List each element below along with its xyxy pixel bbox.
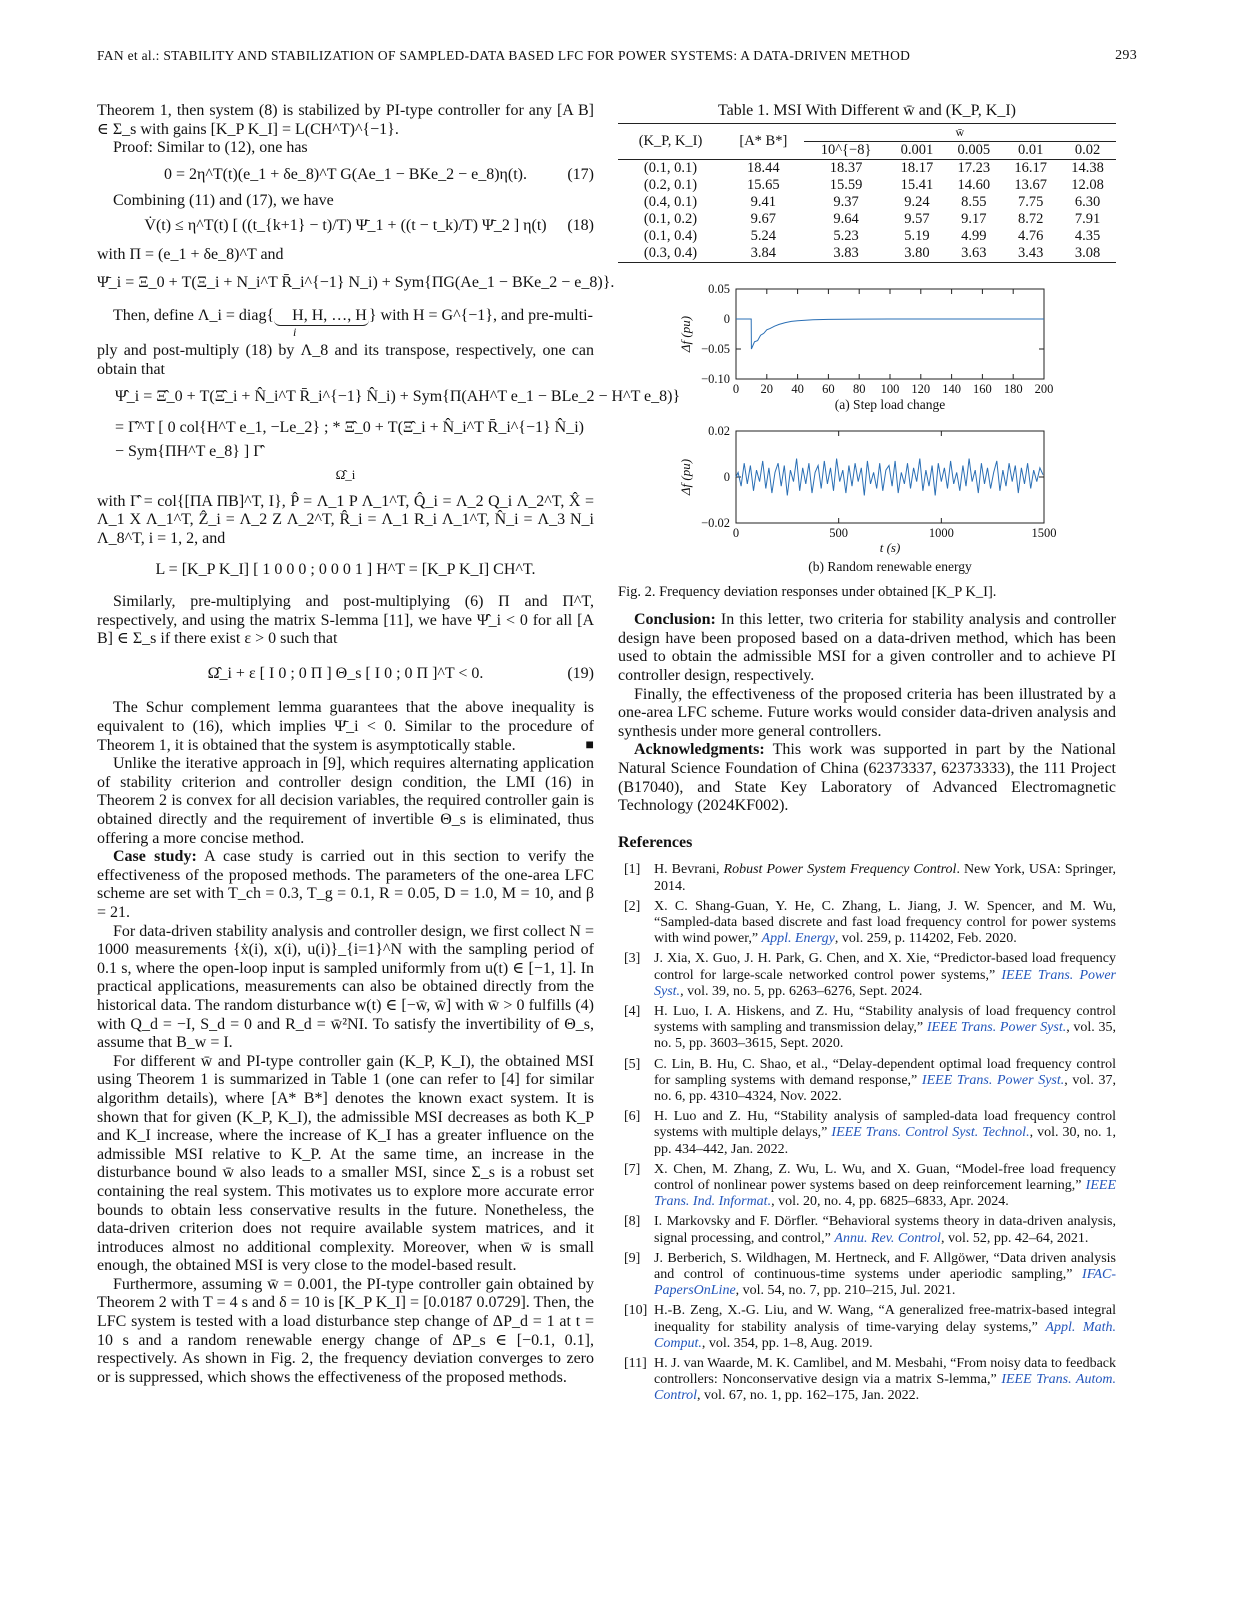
equation-19 — [97, 665, 594, 684]
reference-number: [8] — [624, 1214, 641, 1230]
reference-number: [3] — [624, 951, 641, 967]
msi-table — [618, 123, 1116, 263]
s-lemma-text: Similarly, pre-multiplying and post-multiplying (6) Π and Π^T, respectively, and using the matrix S-lemma [11], we have Ψ̂_i < 0 for all [A B] ∈ Σ_s if there exist ε > 0 such that — [97, 593, 594, 648]
reference-journal[interactable]: IEEE Trans. Autom. Control — [654, 1372, 1116, 1404]
qed-mark: ■ — [585, 737, 594, 753]
table-cell: 4.76 — [1017, 227, 1044, 244]
define-lambda-b: } with H = G^{−1}, and pre-multi- — [368, 306, 593, 324]
table-w-value: 0.02 — [1059, 141, 1116, 159]
table-cell: 3.83 — [804, 245, 889, 263]
reference-item — [618, 1057, 1116, 1106]
equation-psi-hat: Ψ̂_i = Ξ̂_0 + T(Ξ̂_i + N̂_i^T R̄_i^{−1} N̂_i) + Sym{Π(AH^T e_1 − BLe_2 − H^T e_8)} — [115, 387, 681, 405]
right-column — [618, 102, 1116, 1409]
reference-details: , vol. 37, no. 6, pp. 4310–4324, Nov. 2022. — [654, 1072, 1116, 1104]
combining-text: Combining (11) and (17), we have — [113, 192, 334, 210]
reference-item — [618, 899, 1116, 948]
table-body — [618, 159, 1116, 262]
reference-number: [11] — [624, 1356, 647, 1371]
table-cell: 3.08 — [1059, 245, 1116, 263]
equation-psi-bar — [97, 274, 615, 293]
table-cell: 9.37 — [833, 193, 859, 210]
reference-journal[interactable]: IEEE Trans. Power Syst. — [926, 1020, 1067, 1036]
equation-19-body: Ω̂_i + ε [ I 0 ; 0 Π ] Θ_s [ I 0 ; 0 Π ]^T < 0. — [207, 664, 484, 682]
table-cell: 15.41 — [900, 176, 934, 193]
x-axis-label: t (s) — [879, 539, 901, 555]
case-study-head: Case study: — [113, 848, 197, 866]
reference-authors-title: C. Lin, B. Hu, C. Shao, et al., “Delay-dependent optimal load frequency control for sampling systems with demand response,” — [654, 1056, 1116, 1088]
reference-authors-title: X. Chen, M. Zhang, Z. Wu, L. Wu, and X. Guan, “Model-free load frequency control of nonlinear power systems based on deep reinforcement learning,” — [654, 1161, 1116, 1193]
reference-item — [618, 951, 1116, 1000]
chart-title: (b) Random renewable energy — [808, 558, 972, 574]
table-cell: 18.44 — [747, 159, 780, 176]
table-cell: 9.67 — [750, 210, 777, 227]
table-cell: 17.23 — [957, 159, 991, 176]
table-row — [618, 159, 1116, 177]
table-col-kp: (K_P, K_I) — [618, 123, 723, 159]
acknowledgments — [618, 741, 1116, 815]
x-tick-label: 500 — [829, 525, 849, 540]
reference-number: [7] — [624, 1161, 641, 1177]
equation-psi-bar-body: Ψ̄_i = Ξ_0 + T(Ξ_i + N_i^T R̄_i^{−1} N_i) + Sym{ΠG(Ae_1 − BKe_2 − e_8)}. — [97, 274, 615, 292]
table-cell: (0.3, 0.4) — [618, 245, 723, 263]
table-cell: 18.17 — [900, 159, 934, 176]
define-lambda — [97, 307, 594, 327]
y-tick-label: 0.05 — [708, 281, 730, 296]
x-tick-label: 140 — [942, 381, 961, 396]
reference-number: [10] — [624, 1303, 648, 1319]
reference-details: , vol. 52, pp. 42–64, 2021. — [940, 1230, 1089, 1246]
series-line — [736, 458, 1043, 495]
table-w-value: 10^{−8} — [804, 141, 889, 159]
table-cell: 8.72 — [1017, 210, 1044, 227]
table-cell: (0.1, 0.2) — [643, 210, 698, 227]
underbrace-h: H, H, …, H — [274, 307, 369, 327]
table-w-value: 0.005 — [945, 141, 1002, 159]
reference-journal[interactable]: IEEE Trans. Ind. Informat. — [654, 1177, 1116, 1210]
reference-details: , vol. 30, no. 1, pp. 434–442, Jan. 2022. — [654, 1125, 1116, 1157]
reference-item — [618, 1251, 1116, 1300]
x-tick-label: 0 — [732, 525, 740, 540]
table-cell: 13.67 — [1014, 176, 1047, 193]
equation-18-number: (18) — [567, 216, 594, 234]
conclusion-body: In this letter, two criteria for stability analysis and controller design have been proposed based on a data-driven method, which has been used to obtain the admissible MSI for a given controller and to achieve PI controller design, respectively. — [618, 611, 1116, 684]
table-discussion: For different w̄ and PI-type controller gain (K_P, K_I), the obtained MSI using Theorem 1 is summarized in Table 1 (one can refer to [4] for similar algorithm details), where [A* B*] denotes the known exact system. It is shown that for given (K_P, K_I), the admissible MSI decreases as both K_P and K_I increase, where the increase of K_I has a greater influence on the admissible MSI relative to K_P. At the same time, an increase in the disturbance bound w̄ also leads to a smaller MSI, since Σ_s is a robust set containing the real system. This motivates us to explore more accurate error bounds to obtain less conservative results in the future. Nonetheless, the data-driven criterion does not require available system matrices, and it introduces almost no additional complexity. Moreover, when w̄ is small enough, the obtained MSI is very close to the model-based result. — [97, 1052, 594, 1275]
table-cell: 5.19 — [904, 227, 930, 244]
y-axis-label: Δf (pu) — [678, 458, 693, 495]
reference-authors-title: H. Luo, I. A. Hiskens, and Z. Hu, “Stability analysis of load frequency control systems with sampling and transmission delay,” — [654, 1003, 1116, 1036]
y-tick-label: 0.02 — [708, 423, 730, 438]
define-lambda-a: Then, define Λ_i = diag{ — [113, 306, 275, 324]
theorem-continuation: Theorem 1, then system (8) is stabilized by PI-type controller for any [A B] ∈ Σ_s with gains [K_P K_I] = L(CH^T)^{−1}. — [97, 102, 594, 138]
references-list — [618, 862, 1116, 1404]
reference-item — [618, 1109, 1116, 1158]
table-col-ab: [A* B*] — [723, 123, 804, 159]
reference-item — [618, 862, 1116, 894]
reference-number: [2] — [624, 898, 641, 914]
reference-details: , vol. 20, no. 4, pp. 6825–6833, Apr. 2024. — [771, 1194, 1009, 1210]
omega-label: Ω̂_i — [335, 467, 356, 483]
x-tick-label: 1000 — [928, 525, 954, 540]
table-row — [618, 245, 1116, 263]
table-row — [618, 194, 1116, 211]
running-header — [97, 48, 1137, 68]
table-col-w: w̄ — [804, 123, 1116, 141]
series-line — [736, 319, 1044, 349]
equation-17-number: (17) — [567, 165, 594, 183]
table-cell: (0.2, 0.1) — [643, 176, 698, 193]
chart-step-load — [618, 281, 1116, 419]
table-cell: 3.43 — [1002, 245, 1059, 263]
running-title: FAN et al.: STABILITY AND STABILIZATION OF SAMPLED-DATA BASED LFC FOR POWER SYSTEMS: A DATA-DRIVEN METHOD — [97, 48, 911, 63]
ack-body: This work was supported in part by the National Natural Science Foundation of China (62373337, 62373333), the 111 Project (B17040), and State Key Laboratory of Advanced Electromagnetic Technology (2024KF002). — [618, 741, 1116, 815]
reference-journal[interactable]: IEEE Trans. Power Syst. — [921, 1072, 1065, 1088]
reference-details: , vol. 39, no. 5, pp. 6263–6276, Sept. 2024. — [680, 983, 923, 999]
page-number: 293 — [1115, 48, 1137, 63]
equation-18-body: V̇(t) ≤ η^T(t) [ ((t_{k+1} − t)/T) Ψ̄_1 + ((t − t_k)/T) Ψ̄_2 ] η(t) — [144, 216, 547, 234]
reference-journal[interactable]: Appl. Energy — [761, 931, 835, 947]
conclusion-head: Conclusion: — [634, 611, 716, 629]
table-cell: 9.57 — [904, 210, 930, 227]
finally-text: Finally, the effectiveness of the proposed criteria has been illustrated by a one-area LFC scheme. Future works would consider data-driven analysis and synthesis under more general controllers. — [618, 685, 1116, 740]
table-cell: 9.41 — [750, 193, 777, 210]
case-study — [97, 848, 594, 922]
table-cell: (0.4, 0.1) — [643, 193, 698, 210]
table-cell: 7.75 — [1017, 193, 1044, 210]
x-tick-label: 20 — [760, 381, 774, 396]
x-tick-label: 160 — [973, 381, 992, 396]
reference-number: [9] — [624, 1250, 641, 1266]
equation-17-body: 0 = 2η^T(t)(e_1 + δe_8)^T G(Ae_1 − BKe_2 − e_8)η(t). — [164, 165, 527, 183]
table-cell: 9.17 — [961, 210, 987, 227]
equation-psi-hat-matrix: = Γ̂^T [ 0 col{H^T e_1, −Le_2} ; * Ξ̂_0 + T(Ξ̂_i + N̂_i^T R̄_i^{−1} N̂_i) − Sym{ΠH^T e_8} ] Γ̂ — [115, 419, 584, 461]
x-tick-label: 40 — [791, 381, 804, 396]
table-cell: 7.91 — [1074, 210, 1101, 227]
x-tick-label: 100 — [880, 381, 900, 396]
y-tick-label: 0 — [723, 311, 730, 326]
reference-item — [618, 1356, 1116, 1405]
reference-item — [618, 1162, 1116, 1211]
table-cell: 4.35 — [1074, 227, 1101, 244]
ack-head: Acknowledgments: — [634, 741, 765, 759]
table-cell: 14.38 — [1071, 159, 1104, 176]
gamma-definitions: with Γ̂ = col{[ΠA ΠB]^T, I}, P̂ = Λ_1 P Λ_1^T, Q̂_i = Λ_2 Q_i Λ_2^T, X̂ = Λ_1 X Λ_1^T, Ẑ_i = Λ_2 Z Λ_2^T, R̂_i = Λ_1 R_i Λ_1^T, N̂_i = Λ_3 N_i Λ_8^T, i = 1, 2, and — [97, 492, 595, 547]
reference-number: [4] — [624, 1003, 641, 1019]
pre-post-multiply: ply and post-multiply (18) by Λ_8 and its transpose, respectively, one can obtain that — [97, 342, 594, 378]
x-tick-label: 180 — [1003, 381, 1023, 396]
y-axis-label: Δf (pu) — [678, 315, 693, 352]
table-cell: 15.65 — [747, 176, 780, 193]
reference-details: , vol. 67, no. 1, pp. 162–175, Jan. 2022. — [697, 1388, 920, 1404]
schur-text — [97, 699, 594, 755]
table-row — [618, 228, 1116, 245]
x-tick-label: 200 — [1034, 381, 1054, 396]
table-cell: 3.84 — [723, 245, 804, 263]
schur-body: The Schur complement lemma guarantees that the above inequality is equivalent to (16), which implies Ψ̄_i < 0. Similar to the procedure of Theorem 1, it is obtained that the system is asymptotically stable. — [97, 699, 594, 754]
figure-caption: Fig. 2. Frequency deviation responses under obtained [K_P K_I]. — [618, 583, 997, 600]
x-tick-label: 0 — [732, 381, 740, 396]
reference-authors-title: I. Markovsky and F. Dörfler. “Behavioral systems theory in data-driven analysis, signal processing, and control,” — [654, 1214, 1116, 1246]
table-cell: 9.64 — [833, 210, 859, 227]
table-cell: 3.63 — [945, 245, 1002, 263]
underbrace-index: i — [293, 325, 297, 340]
table-cell: 6.30 — [1074, 193, 1101, 210]
reference-journal[interactable]: IFAC-PapersOnLine — [654, 1266, 1116, 1299]
reference-details: , vol. 354, pp. 1–8, Aug. 2019. — [701, 1335, 873, 1351]
reference-number: [5] — [624, 1056, 641, 1072]
table-cell: 16.17 — [1014, 159, 1047, 176]
y-tick-label: −0.05 — [701, 341, 730, 356]
table-w-value: 0.01 — [1002, 141, 1059, 159]
table-cell: 5.24 — [750, 227, 777, 244]
x-tick-label: 120 — [911, 381, 931, 396]
chart-random-renewable — [618, 423, 1116, 575]
reference-journal[interactable]: Annu. Rev. Control — [834, 1230, 941, 1246]
data-driven-design: For data-driven stability analysis and controller design, we first collect N = 1000 measurements {ẋ(i), x(i), u(i)}_{i=1}^N with the sampling period of 0.1 s, where the open-loop input is sampled uniformly from u(t) ∈ [−1, 1]. In practical applications, measurements can also be obtained directly from the historical data. The random disturbance w(t) ∈ [−w̄, w̄] with w̄ > 0 fulfills (4) with Q_d = −I, S_d = 0 and R_d = w̄²NI. To satisfy the invertibility of Θ_s, assume that B_w = I. — [97, 922, 594, 1052]
reference-authors-title: J. Berberich, S. Wildhagen, M. Hertneck, and F. Allgöwer, “Data driven analysis and control of continuous-time systems under aperiodic sampling,” — [654, 1250, 1116, 1282]
reference-details: , vol. 54, no. 7, pp. 210–215, Jul. 2021. — [735, 1283, 956, 1299]
x-tick-label: 60 — [822, 381, 835, 396]
reference-authors-title: H. J. van Waarde, M. K. Camlibel, and M. Mesbahi, “From noisy data to feedback controllers: Nonconservative design via a matrix S-lemma,” — [654, 1356, 1116, 1388]
table-cell: 12.08 — [1071, 176, 1104, 193]
reference-details: , vol. 35, no. 5, pp. 3603–3615, Sept. 2020. — [654, 1020, 1116, 1052]
table-row — [618, 211, 1116, 228]
x-tick-label: 80 — [852, 381, 866, 396]
reference-item — [618, 1303, 1116, 1352]
reference-item — [618, 1214, 1116, 1246]
equation-L: L = [K_P K_I] [ 1 0 0 0 ; 0 0 0 1 ] H^T = [K_P K_I] CH^T. — [155, 560, 536, 578]
reference-authors-title: H.-B. Zeng, X.-G. Liu, and W. Wang, “A generalized free-matrix-based integral inequality for stability analysis of time-varying delay systems,” — [654, 1303, 1116, 1335]
reference-authors-title: J. Xia, X. Guo, J. H. Park, G. Chen, and X. Xie, “Predictor-based load frequency control for large-scale networked control power systems,” — [654, 951, 1116, 983]
table-w-value: 0.001 — [889, 141, 946, 159]
table-caption: Table 1. MSI With Different w̄ and (K_P, K_I) — [717, 102, 1017, 119]
controller-test: Furthermore, assuming w̄ = 0.001, the PI-type controller gain obtained by Theorem 2 with T = 4 s and δ = 10 is [K_P K_I] = [0.0187 0.0729]. Then, the LFC system is tested with a load disturbance step change of ΔP_d = 1 at t = 10 s and a random renewable energy change of ΔP_s ∈ [−0.1, 0.1], respectively. As shown in Fig. 2, the frequency deviation converges to zero or is suppressed, which shows the effectiveness of the proposed methods. — [97, 1275, 594, 1386]
proof-intro: Proof: Similar to (12), one has — [113, 139, 308, 157]
equation-19-number: (19) — [567, 664, 594, 682]
table-cell: (0.1, 0.1) — [643, 159, 698, 176]
y-tick-label: 0 — [723, 469, 730, 484]
table-cell: 8.55 — [961, 193, 987, 210]
y-tick-label: −0.10 — [701, 371, 730, 386]
reference-journal[interactable]: IEEE Trans. Power Syst. — [654, 967, 1116, 999]
reference-journal[interactable]: IEEE Trans. Control Syst. Technol. — [831, 1125, 1030, 1141]
table-cell: (0.1, 0.4) — [643, 227, 698, 244]
table-cell: 9.24 — [904, 193, 930, 210]
table-cell: 5.23 — [833, 227, 859, 244]
y-tick-label: −0.02 — [701, 515, 730, 530]
reference-authors-title: H. Luo and Z. Hu, “Stability analysis of sampled-data load frequency control systems with multiple delays,” — [654, 1109, 1116, 1141]
x-tick-label: 1500 — [1031, 525, 1057, 540]
references-heading: References — [618, 833, 693, 851]
table-cell: 14.60 — [957, 176, 991, 193]
pi-definition: with Π = (e_1 + δe_8)^T and — [97, 245, 284, 263]
unlike-iterative: Unlike the iterative approach in [9], which requires alternating application of stability criterion and controller design condition, the LMI (16) in Theorem 2 is convex for all decision variables, the required controller gain is obtained directly and the requirement of invertible Θ_s is eliminated, thus offering a more concise method. — [97, 755, 594, 847]
reference-authors-title: H. Bevrani, — [654, 862, 724, 878]
equation-18 — [97, 217, 594, 236]
table-row — [618, 177, 1116, 194]
chart-title: (a) Step load change — [834, 396, 946, 412]
table-cell: 15.59 — [829, 176, 863, 193]
reference-number: [1] — [624, 862, 641, 878]
plot-frame — [736, 289, 1044, 379]
table-cell: 18.37 — [829, 159, 863, 176]
reference-details: , vol. 259, p. 114202, Feb. 2020. — [834, 931, 1017, 947]
conclusion — [618, 611, 1116, 685]
reference-item — [618, 1004, 1116, 1053]
table-header-row — [618, 123, 1116, 141]
table-cell: 3.80 — [889, 245, 946, 263]
reference-authors-title: X. C. Shang-Guan, Y. He, C. Zhang, L. Jiang, J. W. Spencer, and M. Wu, “Sampled-data based discrete and fast load frequency control for power systems with wind power,” — [654, 898, 1116, 947]
figure-2 — [618, 281, 1116, 575]
case-study-body: A case study is carried out in this section to verify the effectiveness of the proposed methods. The parameters of the one-area LFC scheme are set with T_ch = 0.3, T_g = 0.1, R = 0.05, D = 1.0, M = 10, and β = 21. — [97, 848, 594, 921]
equation-17 — [97, 166, 594, 185]
reference-book-title: Robust Power System Frequency Control — [723, 862, 957, 878]
reference-number: [6] — [624, 1109, 641, 1125]
reference-journal[interactable]: Appl. Math. Comput. — [654, 1319, 1116, 1351]
table-cell: 4.99 — [961, 227, 987, 244]
reference-publisher: . New York, USA: Springer, 2014. — [654, 862, 1116, 894]
